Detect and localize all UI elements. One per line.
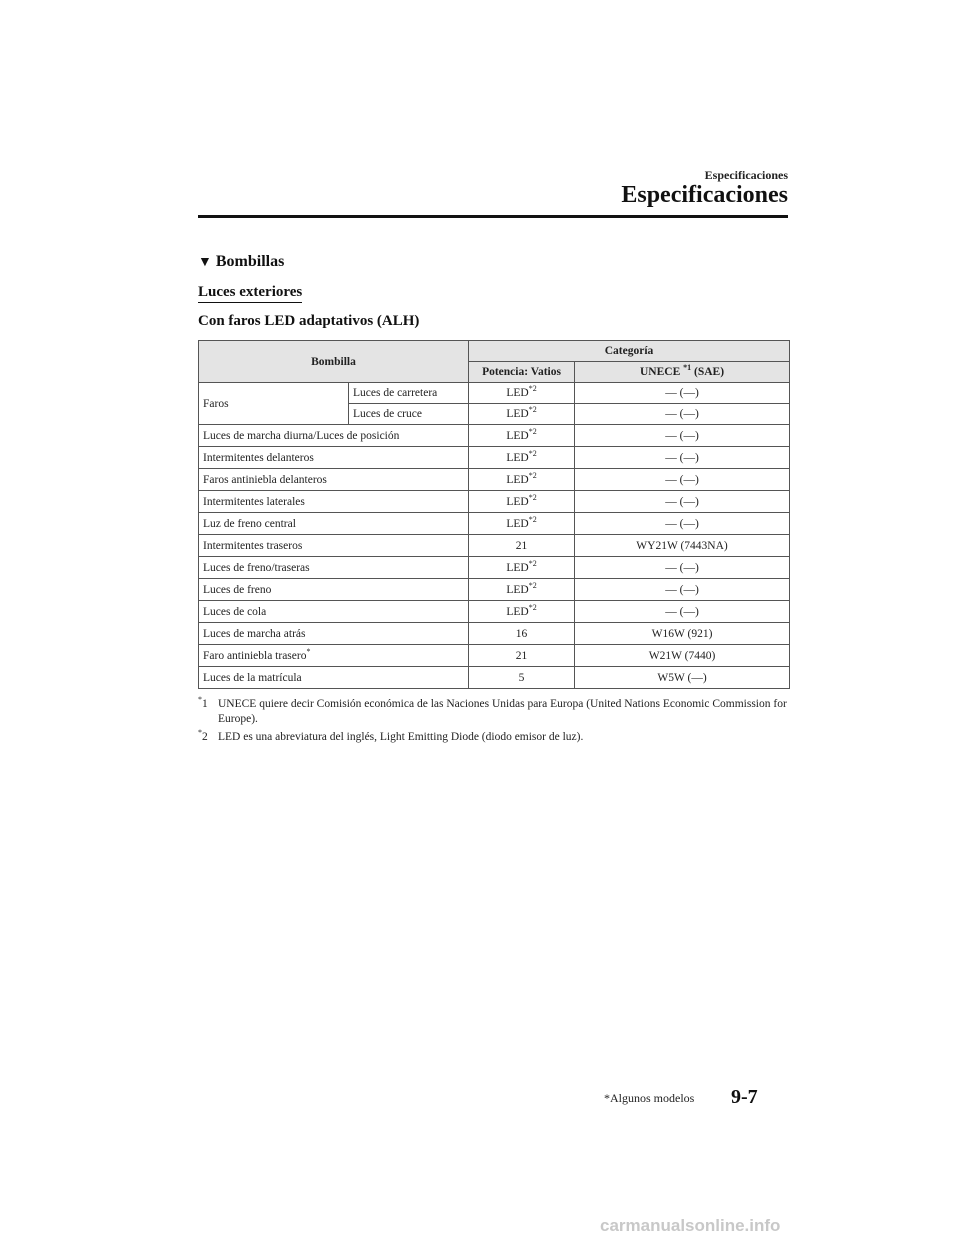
bulb-unece: — (—): [575, 469, 790, 491]
table-header-row: [199, 341, 790, 362]
table-row: [199, 469, 790, 491]
bulb-name: Intermitentes delanteros: [199, 447, 469, 469]
bulb-name: Luces de marcha diurna/Luces de posición: [199, 425, 469, 447]
bulb-watt: LED$^{*2}$: [469, 469, 575, 491]
chapter-header-large: Especificaciones: [621, 182, 788, 208]
triangle-down-icon: ▼: [198, 255, 212, 270]
bulb-name: Luz de freno central: [199, 513, 469, 535]
header-bulb: Bombilla: [199, 341, 469, 383]
bulb-name: Luces de cola: [199, 601, 469, 623]
table-row: [199, 601, 790, 623]
footnote: *2 LED es una abreviatura del inglés, Light Emitting Diode (diodo emisor de luz).: [198, 728, 584, 743]
bulb-watt: 21: [469, 535, 575, 557]
table-row: [199, 491, 790, 513]
page-number: 9-7: [731, 1086, 758, 1108]
bulb-name: Luces de marcha atrás: [199, 623, 469, 645]
chapter-header-small: Especificaciones: [704, 168, 788, 182]
header-watt: Potencia: Vatios: [469, 362, 575, 383]
footnotes: [198, 697, 788, 748]
table-title: Con faros LED adaptativos (ALH): [198, 313, 420, 329]
table-row: [199, 623, 790, 645]
table-row: [199, 667, 790, 689]
watermark: carmanualsonline.info: [600, 1216, 781, 1235]
bulb-unece: W21W (7440): [575, 645, 790, 667]
bulb-name: Intermitentes traseros: [199, 535, 469, 557]
bulb-watt: LED$^{*2}$: [469, 557, 575, 579]
bulb-unece: — (—): [575, 557, 790, 579]
table-row: [199, 579, 790, 601]
bulb-watt: LED$^{*2}$: [469, 425, 575, 447]
bulb-watt: LED$^{*2}$: [469, 491, 575, 513]
table-row: [199, 557, 790, 579]
bulb-watt: LED$^{*2}$: [469, 447, 575, 469]
bulb-unece: — (—): [575, 404, 790, 425]
footnote-text: LED es una abreviatura del inglés, Light Emitting Diode (diodo emisor de luz).: [218, 731, 584, 743]
bulb-name: Luces de carretera: [349, 383, 469, 404]
bulb-watt: 21: [469, 645, 575, 667]
table-row: [199, 383, 790, 404]
section-title-text: Bombillas: [215, 253, 285, 270]
bulb-unece: — (—): [575, 601, 790, 623]
bulb-name: Faros antiniebla delanteros: [199, 469, 469, 491]
header-divider: [198, 215, 788, 218]
header-category: Categoría: [469, 341, 790, 362]
footnote-text: UNECE quiere decir Comisión económica de las Naciones Unidas para Europa (United Nations Economic Commission for Europe).: [218, 698, 787, 725]
section-title: [198, 253, 284, 271]
table-row: [199, 425, 790, 447]
bulb-unece: — (—): [575, 447, 790, 469]
footnote: *1 UNECE quiere decir Comisión económica de las Naciones Unidas para Europa (United Nations Economic Commission for Europe).: [198, 695, 787, 725]
bulb-watt: LED$^{*2}$: [469, 513, 575, 535]
bulb-name: Faro antiniebla trasero*: [199, 645, 469, 667]
bulb-unece: — (—): [575, 491, 790, 513]
bulb-unece: — (—): [575, 425, 790, 447]
bulb-name: Luces de la matrícula: [199, 667, 469, 689]
footnote-mark: *1: [683, 363, 692, 372]
faros-label: Faros: [199, 383, 349, 425]
bulb-watt: 16: [469, 623, 575, 645]
table-row: [199, 535, 790, 557]
bulb-name: Intermitentes laterales: [199, 491, 469, 513]
bulb-watt: LED$^{*2}$: [469, 383, 575, 404]
header-unece: UNECE $^{*1}$ (SAE): [575, 362, 790, 383]
bulb-name: Luces de cruce: [349, 404, 469, 425]
bulb-watt: 5: [469, 667, 575, 689]
bulb-unece: — (—): [575, 513, 790, 535]
bulb-watt: LED$^{*2}$: [469, 579, 575, 601]
bulb-unece: W5W (—): [575, 667, 790, 689]
bulb-unece: — (—): [575, 579, 790, 601]
footer-note: *Algunos modelos: [604, 1091, 695, 1105]
bulb-watt: LED$^{*2}$: [469, 404, 575, 425]
bulb-unece: WY21W (7443NA): [575, 535, 790, 557]
bulb-unece: — (—): [575, 383, 790, 404]
bulb-name: Luces de freno/traseras: [199, 557, 469, 579]
subsection-title: Luces exteriores: [198, 284, 302, 303]
bulb-unece: W16W (921): [575, 623, 790, 645]
bulb-table: [198, 340, 790, 689]
table-row: [199, 447, 790, 469]
bulb-name: Luces de freno: [199, 579, 469, 601]
table-row: [199, 645, 790, 667]
bulb-watt: LED$^{*2}$: [469, 601, 575, 623]
table-row: [199, 513, 790, 535]
